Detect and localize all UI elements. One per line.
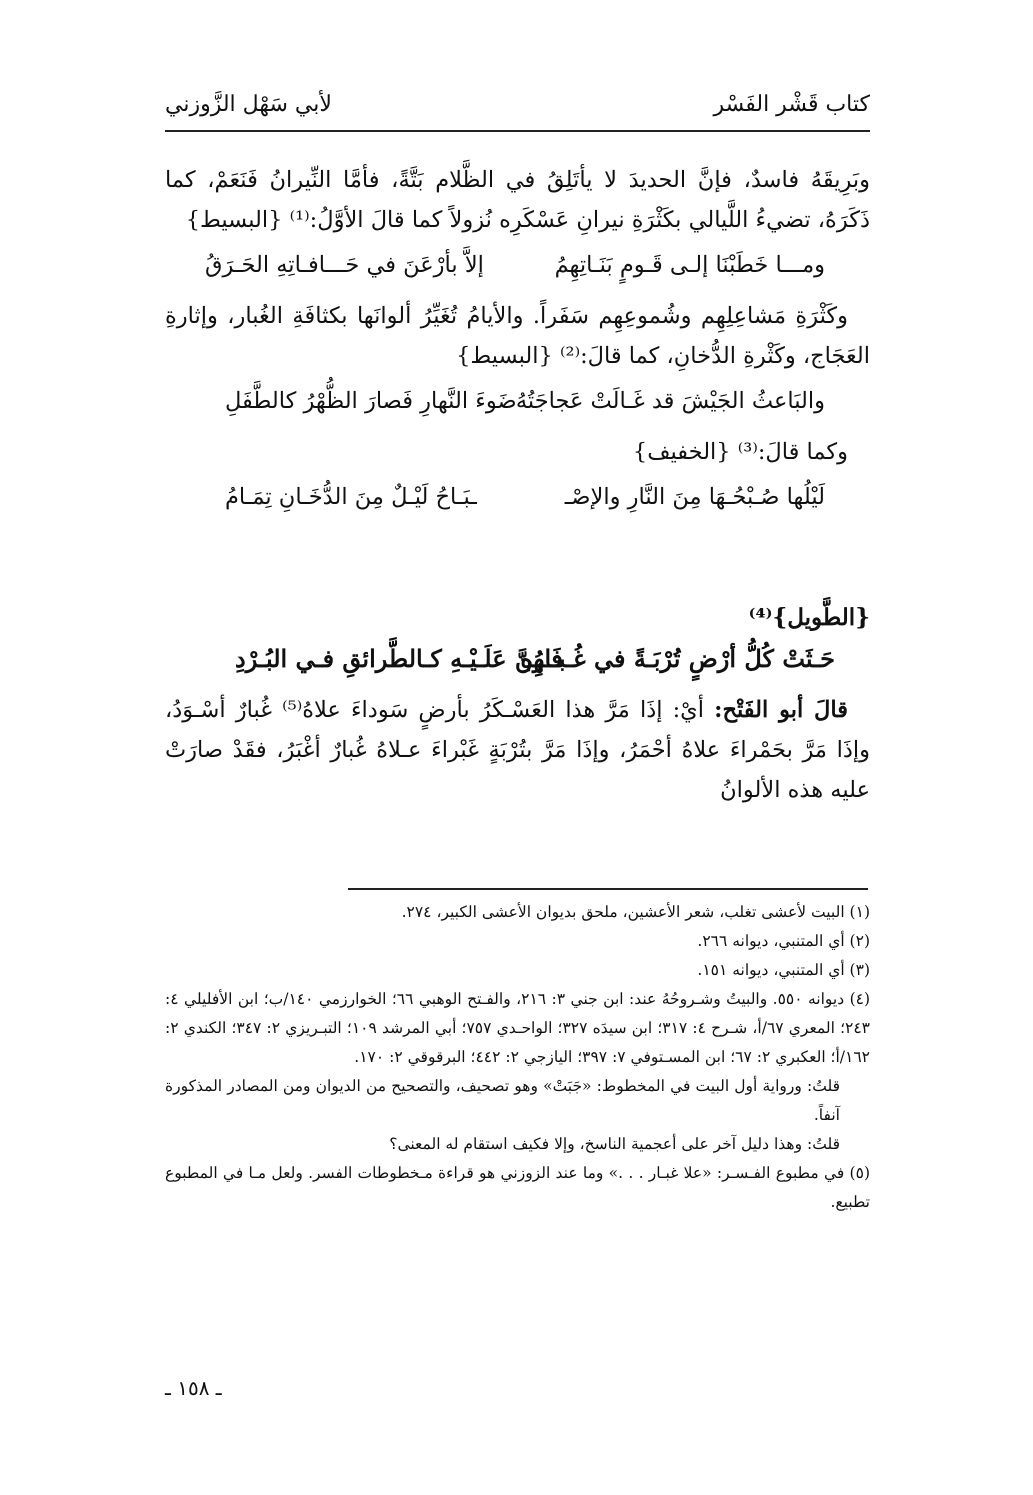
section-gap	[165, 528, 870, 598]
commentator-lead: قالَ أبو الفَتْح:	[714, 697, 848, 723]
running-header	[165, 92, 870, 128]
footnote-3: (٣) أي المتنبي، ديوانه ١٥١.	[697, 961, 870, 979]
footnote-4-note-1: قلتُ: ورواية أول البيت في المخطوط: «جَبَتْ» وهو تصحيف، والتصحيح من الديوان ومن المصادر المذكورة آنفاً.	[165, 1077, 840, 1124]
verse-2	[165, 376, 870, 432]
book-title: كتاب قَشْر الفَسْر	[713, 92, 870, 117]
footnote-4-note-2: قلتُ: وهذا دليل آخر على أعجمية الناسخ، وإلا فكيف استقام له المعنى؟	[389, 1135, 840, 1153]
verse-3	[165, 472, 870, 528]
verse-2-second-hemistich: ضَوءَ النَّهارِ فَصارَ الظُّهْرُ كالطَّفَلِ	[225, 388, 517, 414]
verse-1	[165, 240, 870, 296]
paragraph-4-text: أيْ: إذَا مَرَّ هذا العَسْـكَرُ بأرضٍ سَوداءَ علاهُ⁽⁵⁾ غُبارٌ أسْـوَدُ، وإذَا مَرَّ بحَمْراءَ علاهُ أحْمَرُ، وإذَا مَرَّ بتُرْبَةٍ غَبْراءَ عـلاهُ غُبارٌ أغْبَرُ، فقَدْ صارَتْ عليه هذه الألوانُ	[165, 697, 870, 803]
footnote-2: (٢) أي المتنبي، ديوانه ٢٦٦.	[697, 932, 870, 950]
meter-label: {الطَّويل}⁽⁴⁾	[748, 604, 870, 631]
verse-3-second-hemistich: ـبَـاحُ لَيْـلٌ مِنَ الدُّخَـانِ تِمَـامُ	[225, 484, 477, 510]
verse-4-second-hemistich: فَـهُنَّ عَلَـيْـهِ كـالطَّرائقِ فـي البُـرْدِ	[235, 644, 563, 673]
footnotes	[165, 898, 870, 1217]
footnote-rule	[348, 888, 868, 890]
verse-1-first-hemistich: ومـــا خَطَبْنَا إلـى قَـومٍ بَنَـاتِهِمُ	[554, 252, 825, 278]
verse-4	[165, 638, 870, 690]
verse-3-first-hemistich: لَيْلُها صُـبْحُـهَا مِنَ النَّارِ والإصْـ	[564, 484, 825, 510]
paragraph-1: وبَرِيقَهُ فاسدٌ، فإنَّ الحديدَ لا يأتَلِقُ في الظَّلام بَتَّةً، فأمَّا النِّيرانُ فَنَعَمْ، كما ذَكَرَهُ، تضيءُ اللَّيالي بكَثْرَةِ نيرانِ عَسْكَرِه نُزولاً كما قالَ الأوَّلُ:⁽¹⁾ {البسيط}	[165, 167, 870, 233]
footnote-5: (٥) في مطبوع الفـسـر: «علا غبـار . . .» وما عند الزوزني هو قراءة مـخطوطات الفسر. ولعل مـا في المطبوع تطبيع.	[165, 1164, 870, 1211]
footnote-1: (١) البيت لأعشى تغلب، شعر الأعشين، ملحق بديوان الأعشى الكبير، ٢٧٤.	[401, 903, 870, 921]
verse-2-first-hemistich: والبَاعثُ الجَيْشَ قد غَـالَتْ عَجاجَتُهُ	[515, 388, 825, 414]
header-rule	[165, 130, 870, 132]
author-name: لأبي سَهْل الزَّوزني	[165, 92, 332, 117]
footnote-4: (٤) ديوانه ٥٥٠. والبيتُ وشـروحُهُ عند: ابن جني ٣: ٢١٦، والفـتح الوهبي ٦٦؛ الخوارزمي ١٤٠/ب؛ ابن الأفليلي ٤: ٢٤٣؛ المعري ٦٧/أ، شـرح ٤: ٣١٧؛ ابن سيدَه ٣٢٧؛ الواحـدي ٧٥٧؛ أبي المرشد ١٠٩؛ التبـريزي ٢: ٣٤٧؛ الكندي ٢: ١٦٢/أ؛ العكبري ٢: ٦٧؛ ابن المسـتوفي ٧: ٣٩٧؛ اليازجي ٢: ٤٤٢؛ البرقوقي ٢: ١٧٠.	[165, 990, 871, 1066]
paragraph-2: وكَثْرَةِ مَشاعِلِهِم وشُموعِهِم سَفَراً. والأيامُ تُغَيِّرُ ألوانَها بكثافَةِ الغُبار، وإثارةِ العَجَاج، وكَثْرةِ الدُّخانِ، كما قالَ:⁽²⁾ {البسيط}	[165, 303, 870, 369]
page-number: ـ ١٥٨ ـ	[165, 1376, 222, 1400]
paragraph-4	[165, 690, 870, 810]
verse-4-first-hemistich: حَـثَتْ كُلُّ أرْضٍ تُرْبَـةً في غُـبـارِهِ	[520, 644, 835, 673]
main-text	[165, 160, 870, 810]
paragraph-3: وكما قالَ:⁽³⁾ {الخفيف}	[632, 439, 848, 465]
verse-1-second-hemistich: إلاَّ بأرْعَنَ في حَـــافـاتِهِ الحَـرَقُ	[205, 252, 484, 278]
